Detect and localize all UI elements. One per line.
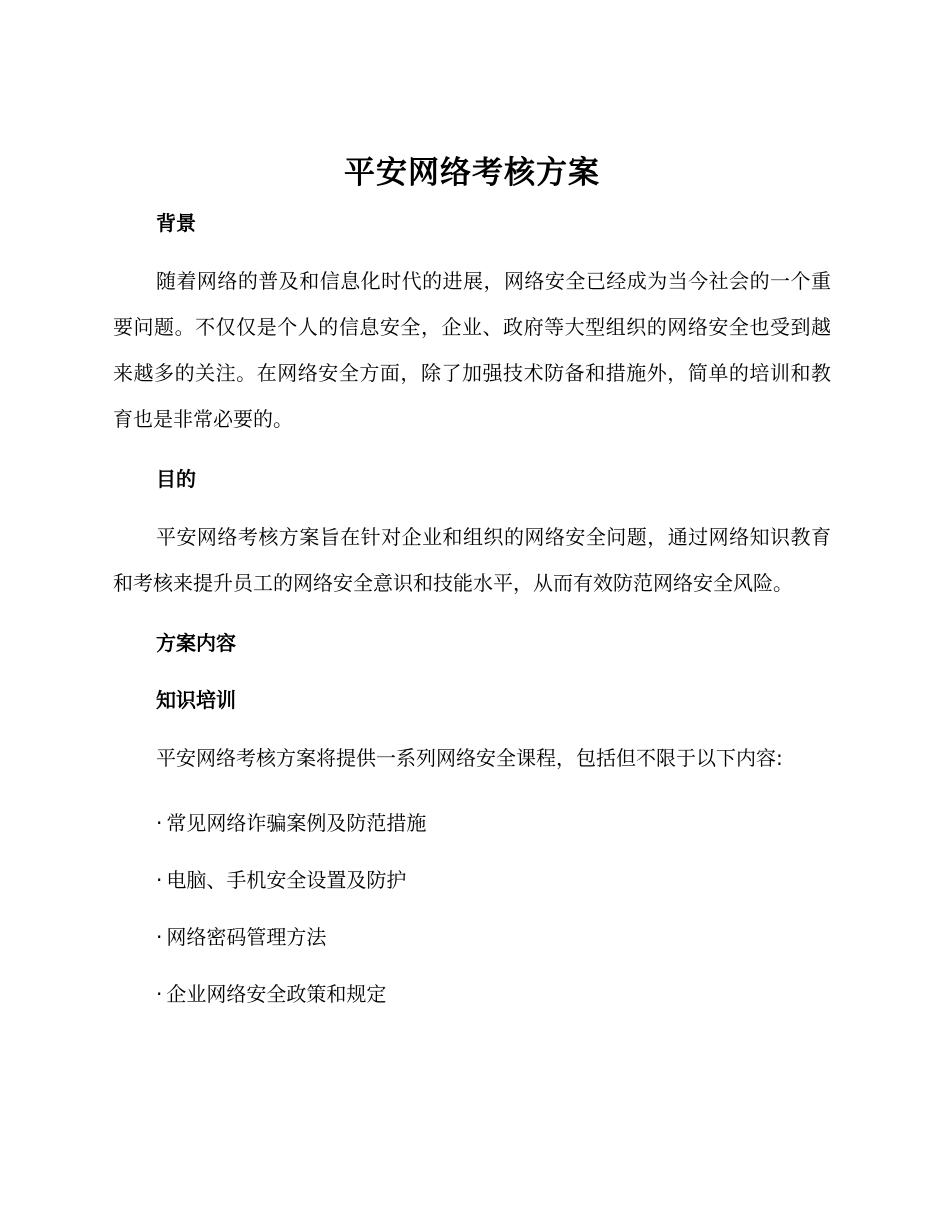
list-item bbox=[113, 808, 831, 838]
section-heading-training: 知识培训 bbox=[156, 688, 236, 712]
list-item bbox=[113, 922, 831, 952]
list-item-text: 网络密码管理方法 bbox=[166, 925, 327, 949]
section-heading-background: 背景 bbox=[156, 211, 196, 235]
section-heading-plan-content: 方案内容 bbox=[156, 631, 236, 655]
bullet-dot: · bbox=[156, 811, 163, 835]
list-item bbox=[113, 979, 831, 1009]
bullet-dot: · bbox=[156, 868, 163, 892]
list-item-text: 电脑、手机安全设置及防护 bbox=[166, 868, 407, 892]
section-heading-purpose: 目的 bbox=[156, 467, 196, 491]
list-item bbox=[113, 865, 831, 895]
bullet-dot: · bbox=[156, 925, 163, 949]
training-paragraph: 平安网络考核方案将提供一系列网络安全课程，包括但不限于以下内容: bbox=[156, 746, 783, 770]
list-item-text: 常见网络诈骗案例及防范措施 bbox=[166, 811, 427, 835]
background-paragraph: 随着网络的普及和信息化时代的进展，网络安全已经成为当今社会的一个重要问题。不仅仅是个人的信息安全，企业、政府等大型组织的网络安全也受到越来越多的关注。在网络安全方面，除了加强技术防备和措施外，简单的培训和教育也是非常必要的。 bbox=[113, 269, 831, 431]
document-title: 平安网络考核方案 bbox=[344, 155, 600, 191]
document-page bbox=[113, 150, 831, 1009]
bullet-dot: · bbox=[156, 982, 163, 1006]
list-item-text: 企业网络安全政策和规定 bbox=[166, 982, 387, 1006]
purpose-paragraph: 平安网络考核方案旨在针对企业和组织的网络安全问题，通过网络知识教育和考核来提升员工的网络安全意识和技能水平，从而有效防范网络安全风险。 bbox=[113, 525, 831, 595]
